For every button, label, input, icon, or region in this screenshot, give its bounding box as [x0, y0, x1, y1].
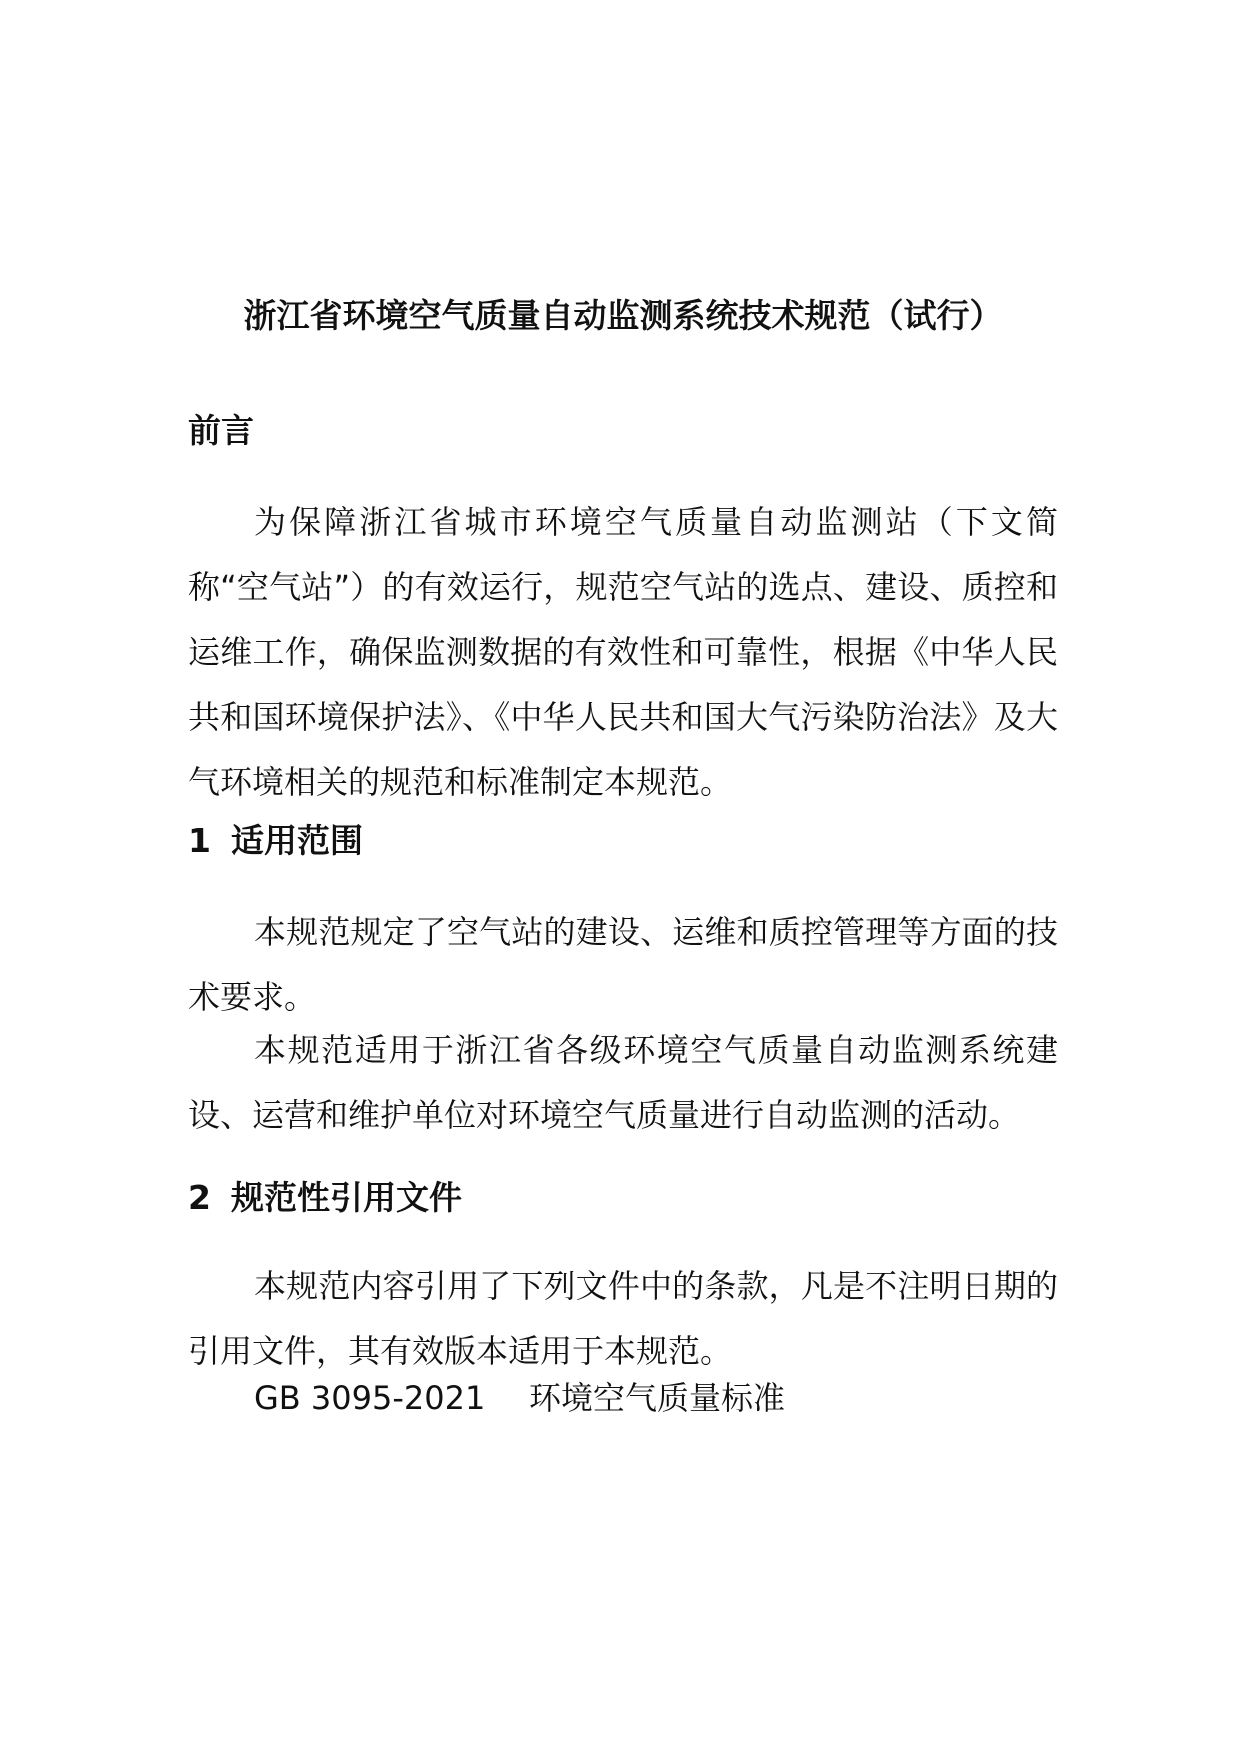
reference-code: GB 3095-2021	[254, 1379, 486, 1417]
section-2-number: 2	[188, 1178, 211, 1217]
section-1-paragraph-1: 本规范规定了空气站的建设、运维和质控管理等方面的技术要求。	[188, 913, 1058, 1016]
section-1-heading	[188, 815, 363, 867]
section-1-paragraph-2: 本规范适用于浙江省各级环境空气质量自动监测系统建设、运营和维护单位对环境空气质量进行自动监测的活动。	[188, 1031, 1058, 1134]
preface-heading: 前言	[188, 411, 254, 450]
section-2-heading	[188, 1172, 462, 1224]
section-2-paragraph-1: 本规范内容引用了下列文件中的条款，凡是不注明日期的引用文件，其有效版本适用于本规范。	[188, 1267, 1058, 1370]
section-2-title: 规范性引用文件	[230, 1178, 462, 1217]
reference-title: 环境空气质量标准	[529, 1379, 786, 1417]
document-title: 浙江省环境空气质量自动监测系统技术规范（试行）	[243, 296, 1003, 335]
section-1-number: 1	[188, 821, 211, 860]
preface-paragraph: 为保障浙江省城市环境空气质量自动监测站（下文简称“空气站”）的有效运行，规范空气站的选点、建设、质控和运维工作，确保监测数据的有效性和可靠性，根据《中华人民共和国环境保护法》、《中华人民共和国大气污染防治法》及大气环境相关的规范和标准制定本规范。	[188, 503, 1058, 801]
section-1-title: 适用范围	[230, 821, 363, 860]
reference-item	[254, 1372, 785, 1424]
